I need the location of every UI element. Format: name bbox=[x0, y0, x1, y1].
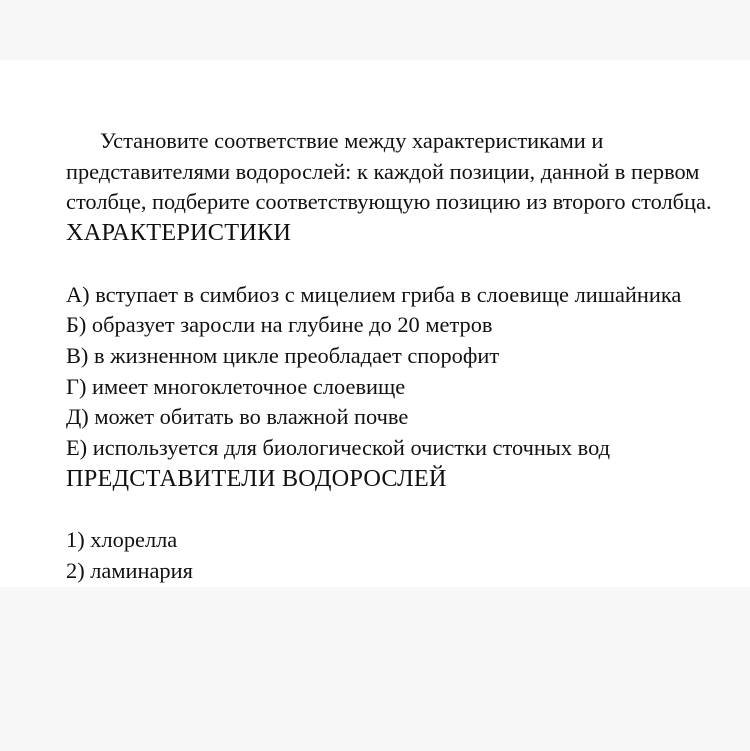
characteristic-item-e: Е) используется для биологической очистки сточных вод bbox=[66, 435, 611, 461]
characteristics-list bbox=[66, 280, 726, 464]
blank-line bbox=[66, 494, 726, 525]
characteristic-item-b: Б) образует заросли на глубине до 20 метров bbox=[66, 312, 493, 338]
task-instructions: Установите соответствие между характеристиками и представителями водорослей: к каждой позиции, данной в первом столбце, подберите соответствующую позицию из второго столбца. bbox=[66, 128, 712, 215]
characteristic-item-a: А) вступает в симбиоз с мицелием гриба в слоевище лишайника bbox=[66, 281, 682, 307]
characteristic-item-d: Д) может обитать во влажной почве bbox=[66, 404, 409, 430]
representatives-list bbox=[66, 525, 726, 586]
blank-line bbox=[66, 249, 726, 280]
characteristics-heading: ХАРАКТЕРИСТИКИ bbox=[66, 219, 292, 247]
document-page bbox=[0, 60, 750, 587]
representatives-heading: ПРЕДСТАВИТЕЛИ ВОДОРОСЛЕЙ bbox=[66, 464, 447, 492]
task-content bbox=[66, 126, 726, 587]
representative-item-2: 2) ламинария bbox=[66, 557, 193, 583]
representative-item-1: 1) хлорелла bbox=[66, 527, 178, 553]
characteristic-item-v: В) в жизненном цикле преобладает спорофит bbox=[66, 342, 500, 368]
characteristic-item-g: Г) имеет многоклеточное слоевище bbox=[66, 373, 406, 399]
